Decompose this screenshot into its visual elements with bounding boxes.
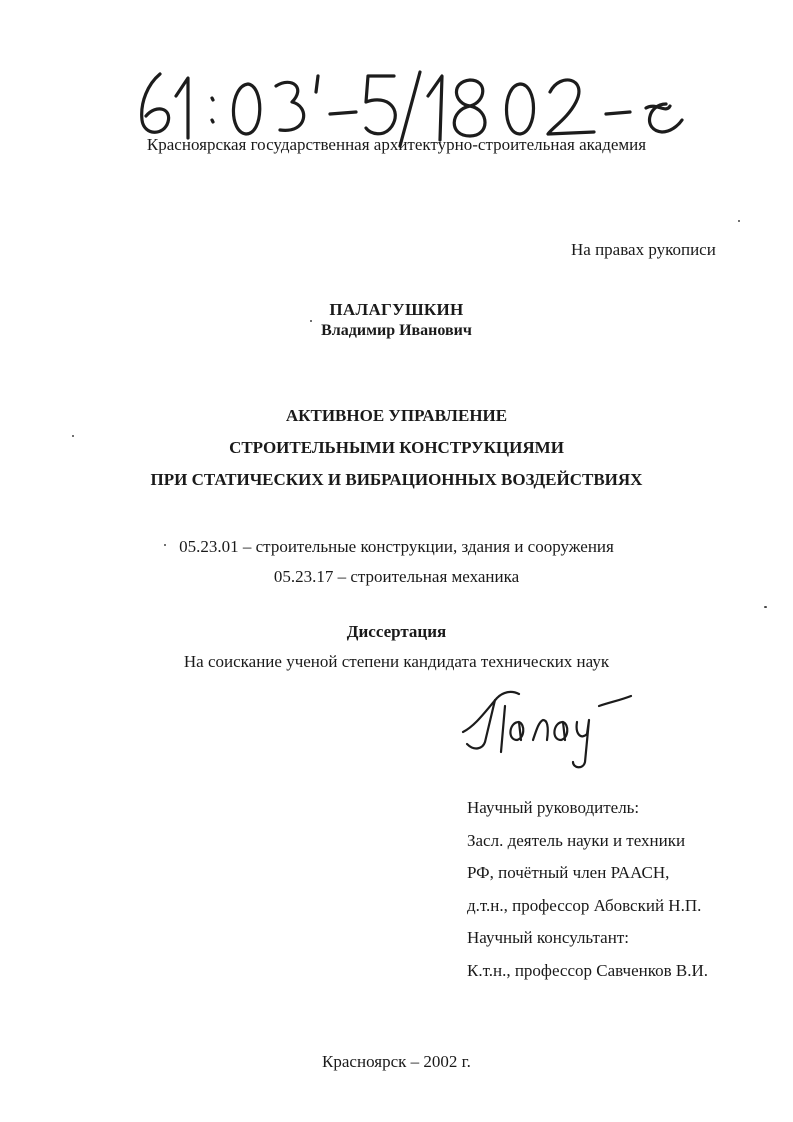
place-and-year: Красноярск – 2002 г.: [322, 1052, 471, 1071]
specialty-1: 05.23.01 – строительные конструкции, здания и сооружения: [179, 537, 614, 556]
document-type: Диссертация: [346, 622, 447, 641]
title-line-2: СТРОИТЕЛЬНЫМИ КОНСТРУКЦИЯМИ: [229, 438, 564, 457]
advisor-line: д.т.н., профессор Абовский Н.П.: [467, 895, 702, 915]
manuscript-note: На правах рукописи: [571, 240, 716, 259]
title-line-1: АКТИВНОЕ УПРАВЛЕНИЕ: [285, 406, 508, 425]
scan-speck: [72, 435, 74, 437]
advisor-line: РФ, почётный член РААСН,: [467, 863, 670, 882]
author-surname: ПАЛАГУШКИН: [329, 300, 464, 319]
advisor-line: К.т.н., профессор Савченков В.И.: [467, 960, 709, 980]
author-given-names: Владимир Иванович: [321, 322, 472, 339]
scan-speck: [164, 544, 166, 546]
advisor-line: Засл. деятель науки и техники: [467, 830, 686, 850]
scan-speck: [738, 220, 740, 222]
scan-speck: [764, 606, 767, 608]
degree-purpose: На соискание ученой степени кандидата технических наук: [183, 652, 610, 671]
advisors-block: [467, 792, 708, 987]
title-line-3: ПРИ СТАТИЧЕСКИХ И ВИБРАЦИОННЫХ ВОЗДЕЙСТВИЯХ: [150, 470, 643, 489]
advisor-line: Научный консультант:: [467, 928, 629, 947]
scan-speck: [310, 320, 312, 322]
specialty-2: 05.23.17 – строительная механика: [273, 567, 520, 586]
author-signature: [455, 682, 635, 772]
advisor-line: Научный руководитель:: [467, 798, 640, 817]
organization-name: Красноярская государственная архитектурно-строительная академия: [146, 135, 647, 154]
